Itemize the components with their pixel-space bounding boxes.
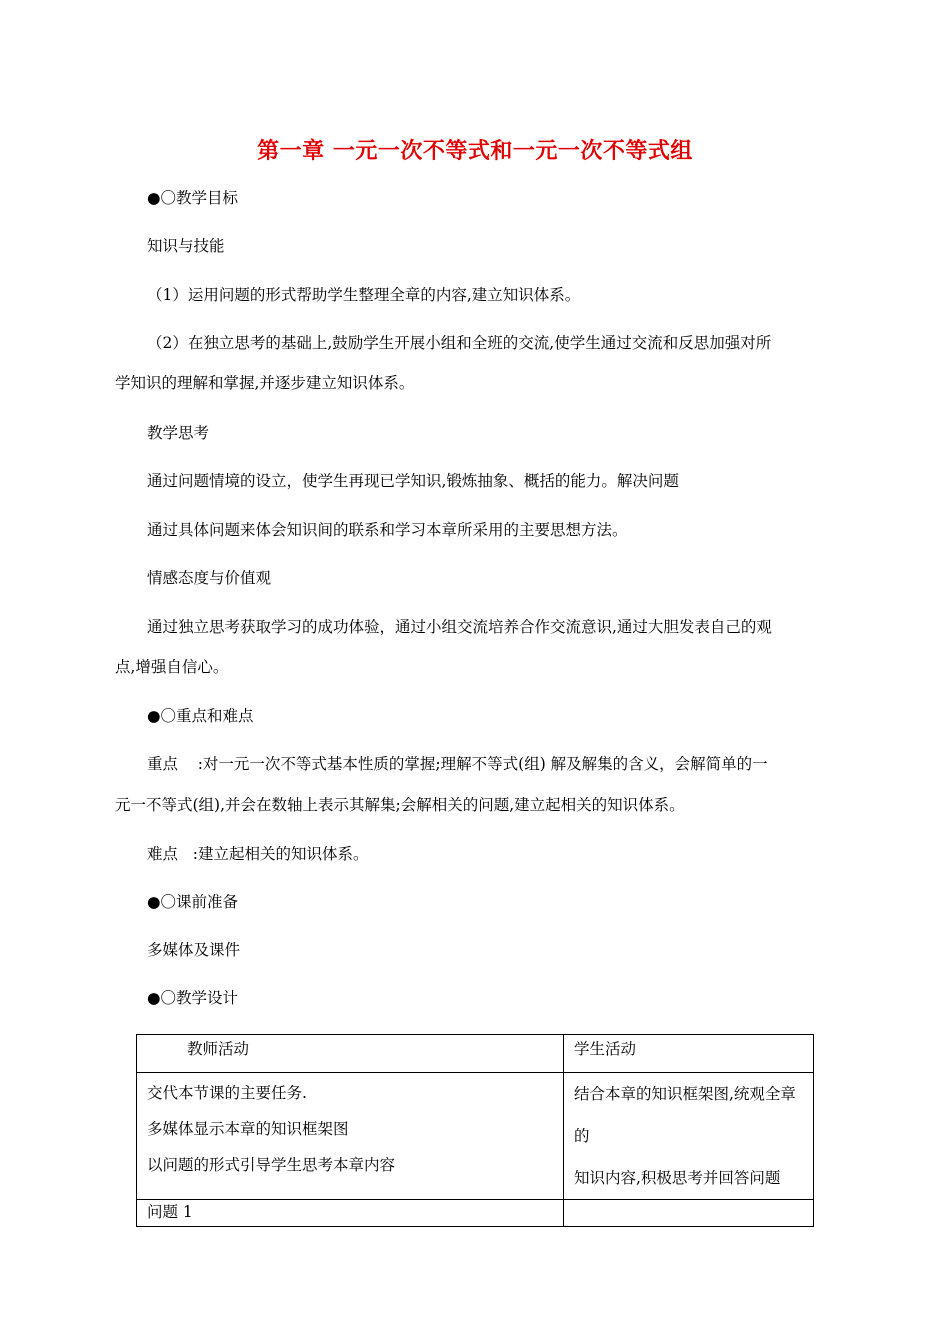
- teacher-activity-line: 交代本节课的主要任务.: [147, 1084, 307, 1102]
- attitude-line-2: 点,增强自信心。: [115, 658, 229, 676]
- key-point-line-2: 元一不等式(组),并会在数轴上表示其解集;会解相关的问题,建立起相关的知识体系。: [115, 796, 685, 814]
- teacher-activity-line: 以问题的形式引导学生思考本章内容: [147, 1156, 396, 1174]
- teaching-design-table: [136, 1034, 814, 1227]
- knowledge-item-1: （1）运用问题的形式帮助学生整理全章的内容,建立知识体系。: [147, 286, 581, 304]
- knowledge-heading: 知识与技能: [147, 237, 225, 255]
- design-heading: ●〇教学设计: [147, 989, 239, 1007]
- empty-student-cell: [564, 1200, 814, 1227]
- question-cell: 问题 1: [137, 1200, 564, 1227]
- key-heading: ●〇重点和难点: [147, 707, 254, 725]
- chapter-title: 第一章 一元一次不等式和一元一次不等式组: [257, 139, 693, 164]
- table-header-row: [137, 1035, 814, 1073]
- student-activity-cell: [564, 1073, 814, 1200]
- student-activity-line: 结合本章的知识框架图,统观全章的: [574, 1085, 796, 1145]
- prep-item: 多媒体及课件: [147, 941, 241, 959]
- attitude-line-1: 通过独立思考获取学习的成功体验，通过小组交流培养合作交流意识,通过大胆发表自己的观: [147, 618, 772, 636]
- thinking-item-1: 通过问题情境的设立，使学生再现已学知识,锻炼抽象、概括的能力。解决问题: [147, 472, 679, 490]
- student-activity-line: 知识内容,积极思考并回答问题: [574, 1169, 781, 1187]
- header-teacher-activity: 教师活动: [137, 1035, 564, 1073]
- difficulty-point: 难点 :建立起相关的知识体系。: [147, 845, 369, 863]
- objectives-heading: ●〇教学目标: [147, 189, 239, 207]
- teacher-activity-cell: [137, 1073, 564, 1200]
- attitude-heading: 情感态度与价值观: [147, 569, 272, 587]
- teacher-activity-line: 多媒体显示本章的知识框架图: [147, 1120, 349, 1138]
- prep-heading: ●〇课前准备: [147, 893, 239, 911]
- header-student-activity: 学生活动: [564, 1035, 814, 1073]
- knowledge-item-2-line-1: （2）在独立思考的基础上,鼓励学生开展小组和全班的交流,使学生通过交流和反思加强对所: [147, 334, 772, 352]
- thinking-heading: 教学思考: [147, 424, 210, 442]
- table-row: [137, 1200, 814, 1227]
- table-row: [137, 1073, 814, 1200]
- key-point-line-1: 重点 :对一元一次不等式基本性质的掌握;理解不等式(组) 解及解集的含义，会解简单的一: [147, 755, 768, 773]
- knowledge-item-2-line-2: 学知识的理解和掌握,并逐步建立知识体系。: [115, 374, 415, 392]
- thinking-item-2: 通过具体问题来体会知识间的联系和学习本章所采用的主要思想方法。: [147, 521, 628, 539]
